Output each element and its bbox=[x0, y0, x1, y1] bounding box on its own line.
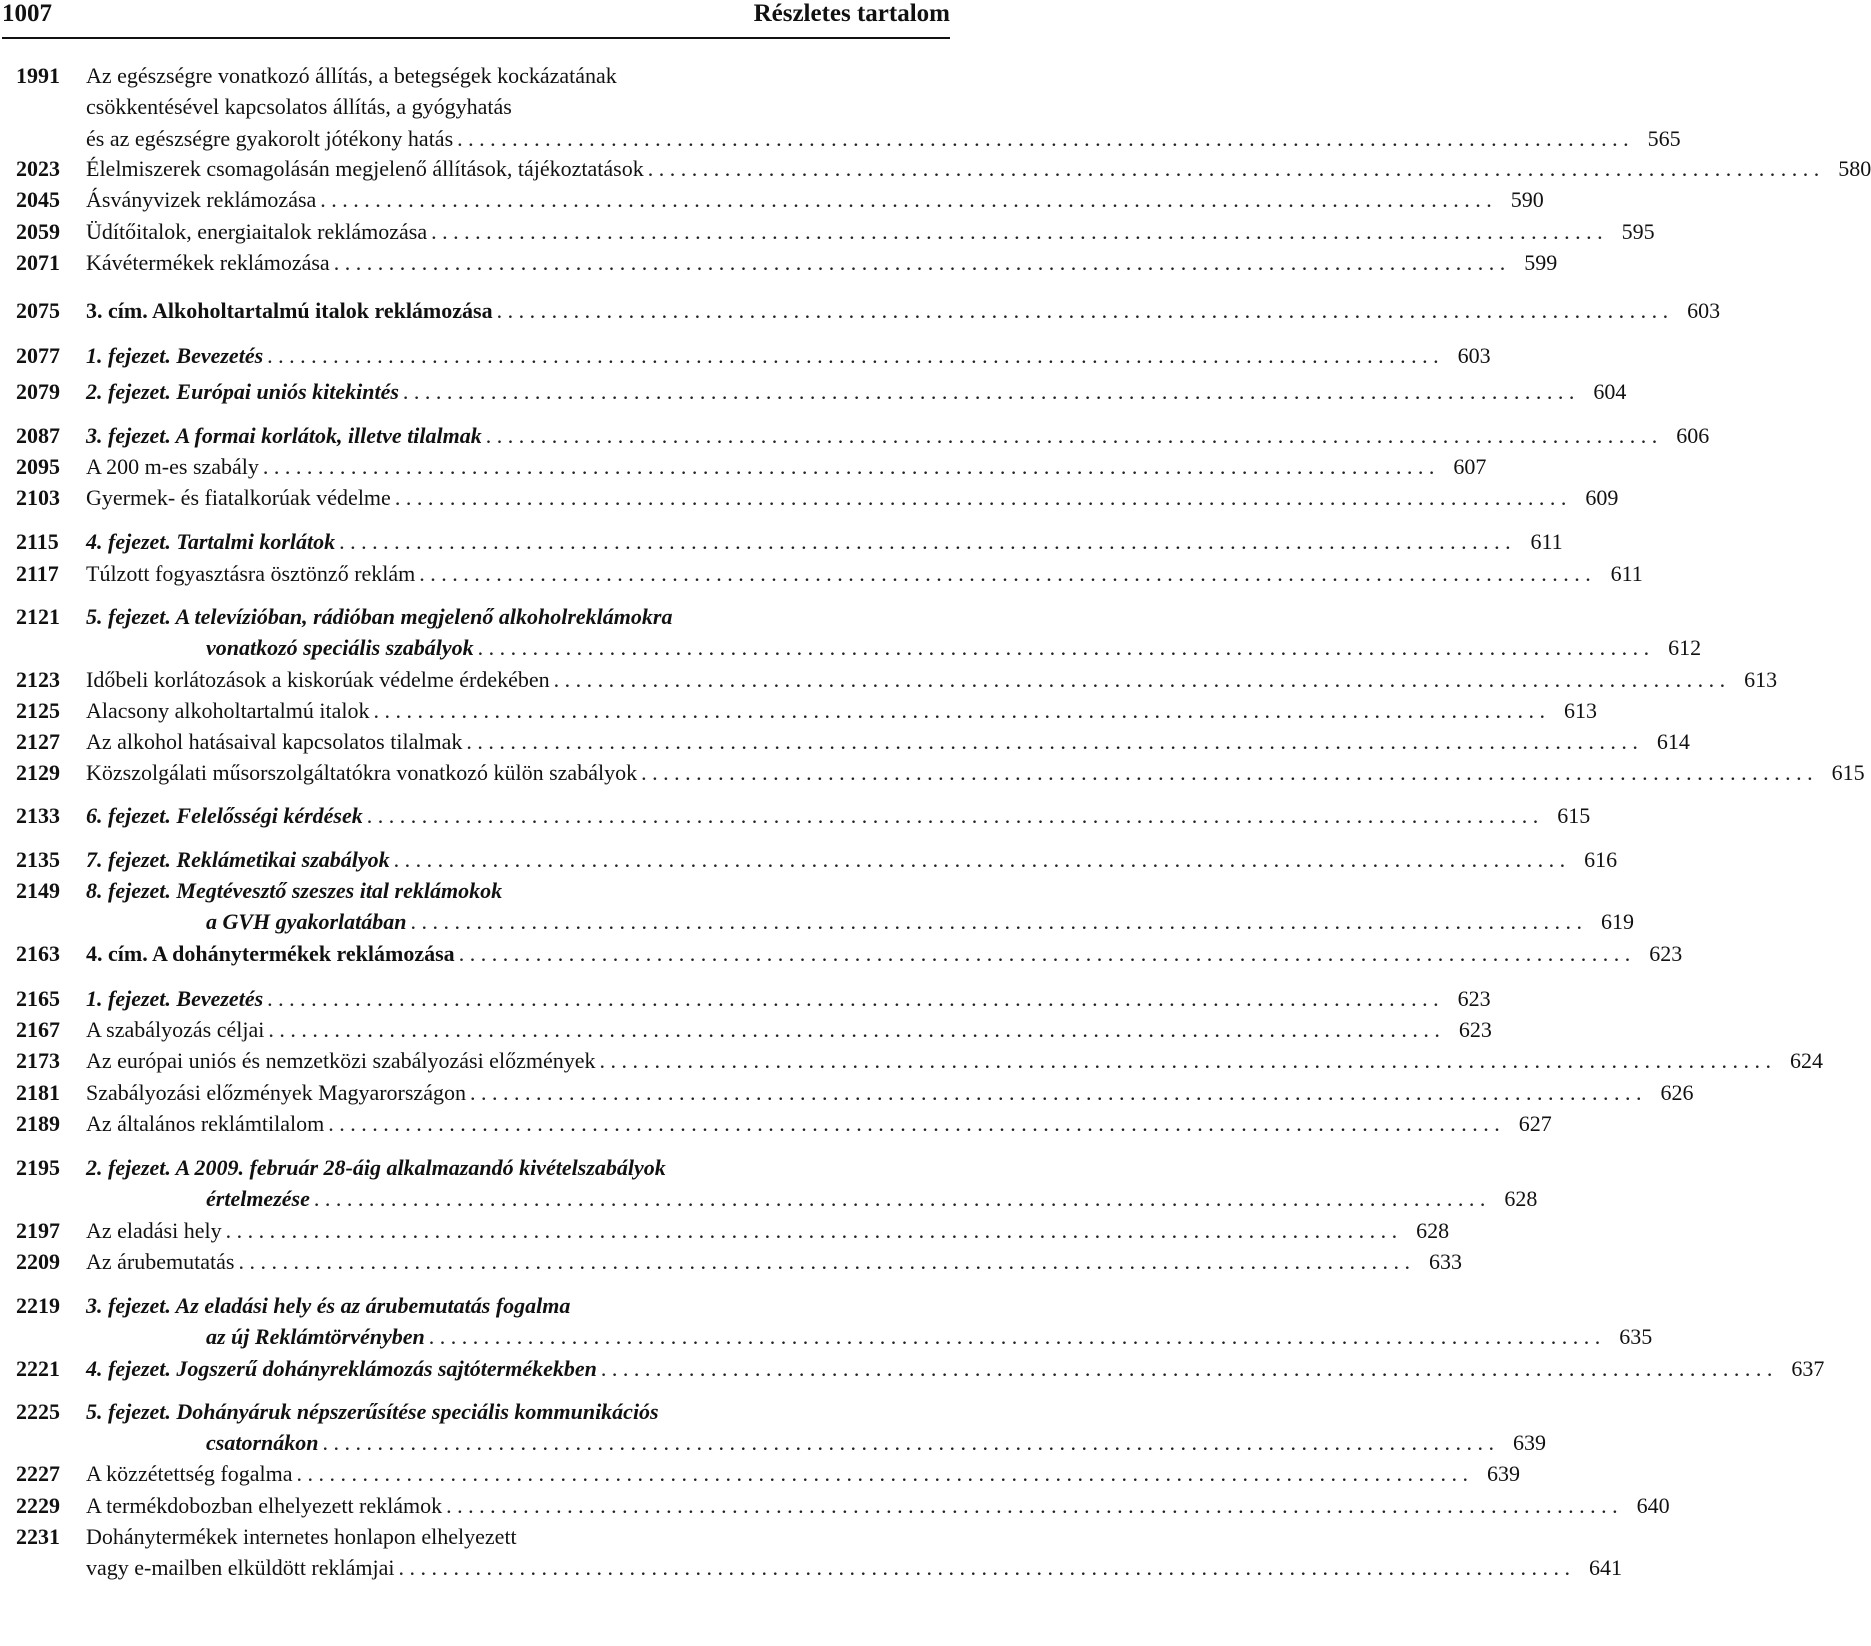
dot-leader bbox=[263, 451, 1435, 483]
toc-entry bbox=[0, 153, 1871, 184]
toc-page-number: 633 bbox=[1428, 1249, 1462, 1274]
toc-line bbox=[86, 1290, 938, 1322]
toc-title: 4. cím. A dohánytermékek reklámozása bbox=[86, 941, 455, 966]
running-title: Részletes tartalom bbox=[753, 0, 950, 27]
toc-entry bbox=[0, 1396, 1546, 1459]
toc-line bbox=[86, 123, 1681, 155]
toc-entry bbox=[0, 1152, 1538, 1215]
toc-line bbox=[86, 757, 1865, 789]
toc-title: vagy e-mailben elküldött reklámjai bbox=[86, 1555, 395, 1581]
toc-title: Túlzott fogyasztásra ösztönző reklám bbox=[86, 561, 416, 586]
toc-paragraph-number: 2121 bbox=[16, 604, 60, 629]
dot-leader bbox=[419, 558, 1591, 590]
toc-title: értelmezése bbox=[206, 1186, 310, 1212]
toc-line bbox=[86, 983, 1491, 1015]
toc-title: 4. fejezet. Tartalmi korlátok bbox=[86, 529, 336, 554]
toc-paragraph-number: 2077 bbox=[16, 343, 60, 368]
toc-paragraph-number: 2227 bbox=[16, 1461, 60, 1486]
toc-paragraph-number: 2195 bbox=[16, 1155, 60, 1180]
dot-leader bbox=[339, 526, 1511, 558]
toc-entry bbox=[0, 726, 1690, 757]
toc-line bbox=[86, 1183, 1538, 1215]
toc-line bbox=[86, 1045, 1823, 1077]
toc-title: Időbeli korlátozások a kiskorúak védelme érdekében bbox=[86, 667, 550, 692]
dot-leader bbox=[478, 632, 1650, 664]
toc-line bbox=[86, 906, 1634, 938]
toc-title: 5. fejezet. A televízióban, rádióban megjelenő alkoholreklámokra bbox=[86, 604, 673, 629]
toc-page-number: 635 bbox=[1619, 1324, 1653, 1350]
toc-page-number: 565 bbox=[1647, 125, 1681, 151]
toc-paragraph-number: 2123 bbox=[16, 667, 60, 692]
toc-title: Üdítőitalok, energiaitalok reklámozása bbox=[86, 219, 428, 244]
toc-page-number: 623 bbox=[1457, 986, 1491, 1011]
dot-leader bbox=[599, 1045, 1771, 1077]
toc-title: 5. fejezet. Dohányáruk népszerűsítése speciális kommunikációs bbox=[86, 1399, 659, 1424]
toc-page-number: 640 bbox=[1636, 1493, 1670, 1518]
toc-entry bbox=[0, 340, 1491, 371]
toc-line bbox=[86, 184, 1544, 216]
toc-entry bbox=[0, 247, 1558, 278]
toc-title: az új Reklámtörvényben bbox=[206, 1324, 425, 1350]
dot-leader bbox=[446, 1490, 1618, 1522]
toc-line bbox=[86, 632, 1702, 664]
dot-leader bbox=[601, 1353, 1773, 1385]
toc-paragraph-number: 2225 bbox=[16, 1399, 60, 1424]
toc-title: Az alkohol hatásaival kapcsolatos tilalmak bbox=[86, 729, 463, 754]
toc-entry bbox=[0, 420, 1710, 451]
dot-leader bbox=[322, 1427, 1494, 1459]
toc-entry bbox=[0, 757, 1865, 788]
toc-line bbox=[86, 247, 1558, 279]
toc-title: Közszolgálati műsorszolgáltatókra vonatkozó külön szabályok bbox=[86, 760, 638, 785]
toc-paragraph-number: 2209 bbox=[16, 1249, 60, 1274]
toc-page-number: 599 bbox=[1524, 250, 1558, 275]
toc-page-number: 613 bbox=[1744, 667, 1778, 692]
toc-paragraph-number: 2075 bbox=[16, 298, 60, 323]
toc-paragraph-number: 2173 bbox=[16, 1048, 60, 1073]
toc-entry bbox=[0, 664, 1778, 695]
toc-title: A 200 m-es szabály bbox=[86, 454, 259, 479]
toc-entry bbox=[0, 695, 1597, 726]
toc-line bbox=[86, 938, 1683, 970]
toc-line bbox=[86, 1396, 938, 1428]
toc-entry bbox=[0, 1077, 1694, 1108]
toc-paragraph-number: 2127 bbox=[16, 729, 60, 754]
toc-page-number: 619 bbox=[1600, 909, 1634, 935]
toc-title: 1. fejezet. Bevezetés bbox=[86, 986, 264, 1011]
dot-leader bbox=[486, 420, 1658, 452]
toc-title: 3. fejezet. A formai korlátok, illetve tilalmak bbox=[86, 423, 482, 448]
dot-leader bbox=[395, 482, 1567, 514]
toc-title: A termékdobozban elhelyezett reklámok bbox=[86, 1493, 443, 1518]
toc-page-number: 611 bbox=[1530, 529, 1563, 554]
toc-page-number: 628 bbox=[1416, 1218, 1450, 1243]
toc-line bbox=[86, 664, 1778, 696]
toc-paragraph-number: 2059 bbox=[16, 219, 60, 244]
toc-page-number: 623 bbox=[1458, 1017, 1492, 1042]
toc-paragraph-number: 2117 bbox=[16, 561, 59, 586]
toc-page-number: 628 bbox=[1504, 1186, 1538, 1212]
toc-entry bbox=[0, 558, 1643, 589]
toc-line bbox=[86, 451, 1487, 483]
dot-leader bbox=[296, 1458, 1468, 1490]
toc-line bbox=[86, 60, 938, 92]
toc-page-number: 595 bbox=[1621, 219, 1655, 244]
toc-paragraph-number: 2103 bbox=[16, 485, 60, 510]
toc-page-number: 641 bbox=[1589, 1555, 1623, 1581]
toc-paragraph-number: 2149 bbox=[16, 878, 60, 903]
toc-entry bbox=[0, 1045, 1823, 1076]
toc-line bbox=[86, 295, 1721, 327]
toc-page-number: 626 bbox=[1660, 1080, 1694, 1105]
dot-leader bbox=[367, 800, 1539, 832]
toc-line bbox=[86, 1152, 938, 1184]
dot-leader bbox=[320, 184, 1492, 216]
toc-page-number: 615 bbox=[1557, 803, 1591, 828]
toc-paragraph-number: 2181 bbox=[16, 1080, 60, 1105]
toc-page-number: 607 bbox=[1453, 454, 1487, 479]
toc-title: 8. fejezet. Megtévesztő szeszes ital reklámokok bbox=[86, 878, 503, 903]
toc-line bbox=[86, 1077, 1694, 1109]
toc-paragraph-number: 2135 bbox=[16, 847, 60, 872]
toc-title: Az európai uniós és nemzetközi szabályozási előzmények bbox=[86, 1048, 596, 1073]
toc-page-number: 609 bbox=[1585, 485, 1619, 510]
dot-leader bbox=[268, 1014, 1440, 1046]
toc-line bbox=[86, 1014, 1492, 1046]
toc-paragraph-number: 2133 bbox=[16, 803, 60, 828]
toc-title: 2. fejezet. Európai uniós kitekintés bbox=[86, 379, 399, 404]
dot-leader bbox=[641, 757, 1813, 789]
toc-title: csatornákon bbox=[206, 1430, 319, 1456]
dot-leader bbox=[399, 1552, 1571, 1584]
toc-paragraph-number: 2163 bbox=[16, 941, 60, 966]
toc-page-number: 606 bbox=[1676, 423, 1710, 448]
toc-line bbox=[86, 482, 1619, 514]
toc-entry bbox=[0, 938, 1683, 969]
toc-line bbox=[86, 800, 1591, 832]
toc-title: Szabályozási előzmények Magyarországon bbox=[86, 1080, 466, 1105]
dot-leader bbox=[431, 216, 1603, 248]
toc-paragraph-number: 2071 bbox=[16, 250, 60, 275]
toc-page-number: 590 bbox=[1510, 187, 1544, 212]
toc-line bbox=[86, 1427, 1546, 1459]
toc-page-number: 616 bbox=[1584, 847, 1618, 872]
toc-paragraph-number: 2189 bbox=[16, 1111, 60, 1136]
toc-entry bbox=[0, 1014, 1492, 1045]
toc-page-number: 612 bbox=[1668, 635, 1702, 661]
toc-entry bbox=[0, 1521, 1623, 1584]
dot-leader bbox=[554, 664, 1726, 696]
toc-page-number: 604 bbox=[1593, 379, 1627, 404]
dot-leader bbox=[429, 1321, 1601, 1353]
toc-line bbox=[86, 875, 938, 907]
toc-page-number: 603 bbox=[1457, 343, 1491, 368]
dot-leader bbox=[497, 295, 1669, 327]
toc-title: csökkentésével kapcsolatos állítás, a gyógyhatás bbox=[86, 94, 512, 120]
toc-line bbox=[86, 558, 1643, 590]
dot-leader bbox=[314, 1183, 1486, 1215]
toc-entry bbox=[0, 60, 1681, 154]
toc-title: 7. fejezet. Reklámetikai szabályok bbox=[86, 847, 390, 872]
toc-title: Dohánytermékek internetes honlapon elhelyezett bbox=[86, 1524, 517, 1549]
toc-title: Kávétermékek reklámozása bbox=[86, 250, 330, 275]
toc-title: A szabályozás céljai bbox=[86, 1017, 265, 1042]
toc-entry bbox=[0, 482, 1619, 513]
toc-title: 3. cím. Alkoholtartalmú italok reklámozása bbox=[86, 298, 493, 323]
toc-entry bbox=[0, 800, 1591, 831]
toc-line bbox=[86, 340, 1491, 372]
toc-entry bbox=[0, 983, 1491, 1014]
toc-entry bbox=[0, 376, 1627, 407]
dot-leader bbox=[374, 695, 1546, 727]
toc-paragraph-number: 2023 bbox=[16, 156, 60, 181]
toc-paragraph-number: 2087 bbox=[16, 423, 60, 448]
toc-paragraph-number: 2115 bbox=[16, 529, 59, 554]
toc-entry bbox=[0, 601, 1702, 664]
dot-leader bbox=[459, 938, 1631, 970]
toc-paragraph-number: 2095 bbox=[16, 454, 60, 479]
toc-line bbox=[86, 1490, 1670, 1522]
toc-title: a GVH gyakorlatában bbox=[206, 909, 407, 935]
toc-entry bbox=[0, 1108, 1552, 1139]
toc-entry bbox=[0, 1290, 1653, 1353]
toc-title: 4. fejezet. Jogszerű dohányreklámozás sajtótermékekben bbox=[86, 1356, 597, 1381]
toc-entry bbox=[0, 451, 1487, 482]
toc-title: és az egészségre gyakorolt jótékony hatás bbox=[86, 125, 454, 151]
toc-entry bbox=[0, 875, 1634, 938]
toc-line bbox=[86, 1353, 1825, 1385]
toc-line bbox=[86, 376, 1627, 408]
dot-leader bbox=[226, 1215, 1398, 1247]
toc-paragraph-number: 2231 bbox=[16, 1524, 60, 1549]
dot-leader bbox=[410, 906, 1582, 938]
toc-paragraph-number: 2197 bbox=[16, 1218, 60, 1243]
dot-leader bbox=[648, 153, 1820, 185]
toc-title: Az általános reklámtilalom bbox=[86, 1111, 325, 1136]
toc-page-number: 627 bbox=[1518, 1111, 1552, 1136]
toc-page-number: 614 bbox=[1656, 729, 1690, 754]
toc-entry bbox=[0, 184, 1544, 215]
toc-line bbox=[86, 1215, 1450, 1247]
toc-line bbox=[86, 526, 1563, 558]
toc-paragraph-number: 2219 bbox=[16, 1293, 60, 1318]
toc-entry bbox=[0, 1353, 1825, 1384]
toc-page-number: 639 bbox=[1486, 1461, 1520, 1486]
toc-paragraph-number: 2167 bbox=[16, 1017, 60, 1042]
toc-paragraph-number: 1991 bbox=[16, 63, 60, 88]
dot-leader bbox=[466, 726, 1638, 758]
toc-line bbox=[86, 420, 1710, 452]
toc-paragraph-number: 2125 bbox=[16, 698, 60, 723]
toc-page-number: 611 bbox=[1610, 561, 1643, 586]
toc-title: Ásványvizek reklámozása bbox=[86, 187, 317, 212]
toc-page-number: 580 bbox=[1838, 156, 1871, 181]
toc-line bbox=[86, 91, 938, 123]
toc-line bbox=[86, 695, 1597, 727]
toc-title: 1. fejezet. Bevezetés bbox=[86, 343, 264, 368]
dot-leader bbox=[394, 844, 1566, 876]
toc-page-number: 603 bbox=[1687, 298, 1721, 323]
toc-line bbox=[86, 1321, 1653, 1353]
toc-paragraph-number: 2079 bbox=[16, 379, 60, 404]
toc-line bbox=[86, 1108, 1552, 1140]
toc-page-number: 639 bbox=[1512, 1430, 1546, 1456]
toc-title: Élelmiszerek csomagolásán megjelenő állítások, tájékoztatások bbox=[86, 156, 644, 181]
toc-paragraph-number: 2129 bbox=[16, 760, 60, 785]
toc-title: Az árubemutatás bbox=[86, 1249, 235, 1274]
toc-line bbox=[86, 844, 1618, 876]
toc-page-number: 624 bbox=[1789, 1048, 1823, 1073]
toc-page-number: 615 bbox=[1831, 760, 1865, 785]
toc-title: Az egészségre vonatkozó állítás, a betegségek kockázatának bbox=[86, 63, 617, 88]
toc-entry bbox=[0, 844, 1618, 875]
toc-page-number: 623 bbox=[1649, 941, 1683, 966]
toc-entry bbox=[0, 295, 1721, 326]
toc-title: Az eladási hely bbox=[86, 1218, 222, 1243]
toc-title: Gyermek- és fiatalkorúak védelme bbox=[86, 485, 391, 510]
toc-entry bbox=[0, 526, 1563, 557]
toc-title: Alacsony alkoholtartalmú italok bbox=[86, 698, 370, 723]
toc-title: A közzétettség fogalma bbox=[86, 1461, 293, 1486]
toc-entry bbox=[0, 1458, 1520, 1489]
toc-paragraph-number: 2229 bbox=[16, 1493, 60, 1518]
toc-line bbox=[86, 601, 938, 633]
page-number: 1007 bbox=[2, 0, 52, 27]
dot-leader bbox=[334, 247, 1506, 279]
toc-paragraph-number: 2045 bbox=[16, 187, 60, 212]
dot-leader bbox=[238, 1246, 1410, 1278]
toc-title: 3. fejezet. Az eladási hely és az árubemutatás fogalma bbox=[86, 1293, 571, 1318]
dot-leader bbox=[470, 1077, 1642, 1109]
toc-title: 2. fejezet. A 2009. február 28-áig alkalmazandó kivételszabályok bbox=[86, 1155, 666, 1180]
dot-leader bbox=[267, 340, 1439, 372]
toc-title: vonatkozó speciális szabályok bbox=[206, 635, 474, 661]
toc-entry bbox=[0, 1246, 1462, 1277]
toc-page-number: 637 bbox=[1791, 1356, 1825, 1381]
dot-leader bbox=[267, 983, 1439, 1015]
toc-paragraph-number: 2221 bbox=[16, 1356, 60, 1381]
toc-line bbox=[86, 1458, 1520, 1490]
toc-line bbox=[86, 1246, 1462, 1278]
toc-line bbox=[86, 1552, 1623, 1584]
toc-page-number: 613 bbox=[1564, 698, 1597, 723]
toc-line bbox=[86, 153, 1871, 185]
toc-paragraph-number: 2165 bbox=[16, 986, 60, 1011]
toc-line bbox=[86, 1521, 938, 1553]
toc-entry bbox=[0, 216, 1655, 247]
toc-entry bbox=[0, 1215, 1450, 1246]
toc-title: 6. fejezet. Felelősségi kérdések bbox=[86, 803, 363, 828]
toc-line bbox=[86, 726, 1690, 758]
toc-line bbox=[86, 216, 1655, 248]
dot-leader bbox=[328, 1108, 1500, 1140]
toc-entry bbox=[0, 1490, 1670, 1521]
dot-leader bbox=[403, 376, 1575, 408]
dot-leader bbox=[457, 123, 1629, 155]
